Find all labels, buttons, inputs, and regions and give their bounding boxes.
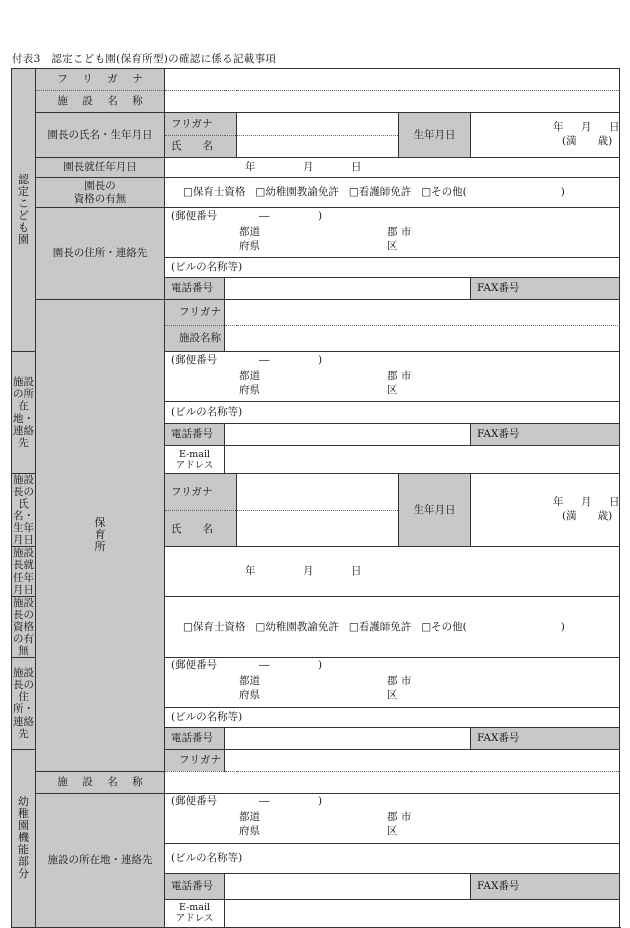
director-birthdate-label: 生年月日 [399,113,471,158]
head-fax-label: FAX番号 [471,727,620,749]
hoikusho-section-label: 保育所 [36,300,165,772]
director-birthdate-field[interactable]: 年 月 日 (満 歳) [471,113,620,158]
kodomoen-section-label: 認定こども園 [12,69,36,352]
facility-name-label: 施 設 名 称 [36,771,165,793]
document-title: 付表3 認定こども園(保育所型)の確認に係る記載事項 [12,53,277,65]
director-qualification-label: 園長の 資格の有無 [36,178,165,208]
youchien-phone-label: 電話番号 [165,873,225,899]
kodomoen-facility-name-field[interactable] [165,91,620,113]
kodomoen-furigana-field[interactable] [165,69,620,91]
head-qualification-options[interactable]: □保育士資格 □幼稚園教諭免許 □看護師免許 □その他( ) [165,596,620,657]
director-qualification-options[interactable]: □保育士資格 □幼稚園教諭免許 □看護師免許 □その他( ) [165,178,620,208]
hoikusho-email-field[interactable] [225,446,620,474]
director-name-birth-label: 園長の氏名・生年月日 [36,113,165,158]
head-furigana-field[interactable] [237,474,399,511]
director-start-label: 園長就任年月日 [36,158,165,178]
head-building-field[interactable]: (ビルの名称等) [165,707,620,727]
head-name-field[interactable] [237,510,399,547]
facility-name-label: 施 設 名 称 [36,91,165,113]
furigana-label: フ リ ガ ナ [36,69,165,91]
head-address-field[interactable]: (郵便番号 ― ) 都道 府県 郡 市 区 [165,657,620,707]
hoikusho-building-field[interactable]: (ビルの名称等) [165,402,620,424]
youchien-fax-label: FAX番号 [471,873,620,899]
hoikusho-email-label: E-mail アドレス [165,446,225,474]
youchien-email-label: E-mail アドレス [165,899,225,927]
youchien-phone-field[interactable] [225,873,471,899]
hoikusho-fax-label: FAX番号 [471,424,620,446]
hoikusho-furigana-field[interactable] [225,300,620,326]
head-name-label: 氏 名 [165,510,237,547]
head-start-date-field[interactable]: 年 月 日 [165,547,620,596]
hoikusho-phone-label: 電話番号 [165,424,225,446]
director-phone-label: 電話番号 [165,278,225,300]
facility-name-label: 施 設 名 称 [165,326,225,352]
kodomoen-furigana-row [12,69,620,91]
director-address-field[interactable]: (郵便番号 ― ) 都道 府県 郡 市 区 [165,208,620,258]
youchien-address-field[interactable]: (郵便番号 ― ) 都道 府県 郡 市 区 [165,793,620,843]
director-address-label: 園長の住所・連絡先 [36,208,165,300]
director-name-label: 氏 名 [165,135,237,158]
youchien-section-label: 幼稚園機能部分 [12,749,36,927]
hoikusho-facility-name-field[interactable] [225,326,620,352]
director-name-field[interactable] [237,135,399,158]
head-start-label: 施設長就任年月日 [13,547,34,596]
hoikusho-address-field[interactable]: (郵便番号 ― ) 都道 府県 郡 市 区 [165,352,620,402]
furigana-label: フ リ ガ ナ [165,749,225,771]
head-phone-label: 電話番号 [165,727,225,749]
head-birthdate-field[interactable]: 年 月 日 (満 歳) [471,474,620,547]
youchien-furigana-field[interactable] [225,749,620,771]
director-start-date-field[interactable]: 年 月 日 [165,158,620,178]
hoikusho-phone-field[interactable] [225,424,471,446]
head-birthdate-label: 生年月日 [399,474,471,547]
head-address-label: 施設長の住所・連絡先 [12,657,36,749]
kodomoen-name-row [12,91,620,113]
hoikusho-facility-address-label: 施設の所在地・連絡先 [12,352,36,474]
director-furigana-label: フリガナ [165,113,237,136]
head-phone-field[interactable] [225,727,471,749]
furigana-label: フ リ ガ ナ [165,300,225,326]
director-fax-label: FAX番号 [471,278,620,300]
youchien-facility-name-field[interactable] [165,771,620,793]
youchien-email-field[interactable] [225,899,620,927]
director-phone-field[interactable] [225,278,471,300]
youchien-facility-address-label: 施設の所在地・連絡先 [36,793,165,927]
head-name-birth-label: 施設長の氏名・生年月日 [13,474,34,547]
head-furigana-label: フリガナ [165,474,237,511]
director-furigana-field[interactable] [237,113,399,136]
youchien-building-field[interactable]: (ビルの名称等) [165,843,620,873]
registration-form [11,68,620,928]
director-building-field[interactable]: (ビルの名称等) [165,258,620,278]
head-qualification-label: 施設長の 資格の有無 [13,596,34,657]
